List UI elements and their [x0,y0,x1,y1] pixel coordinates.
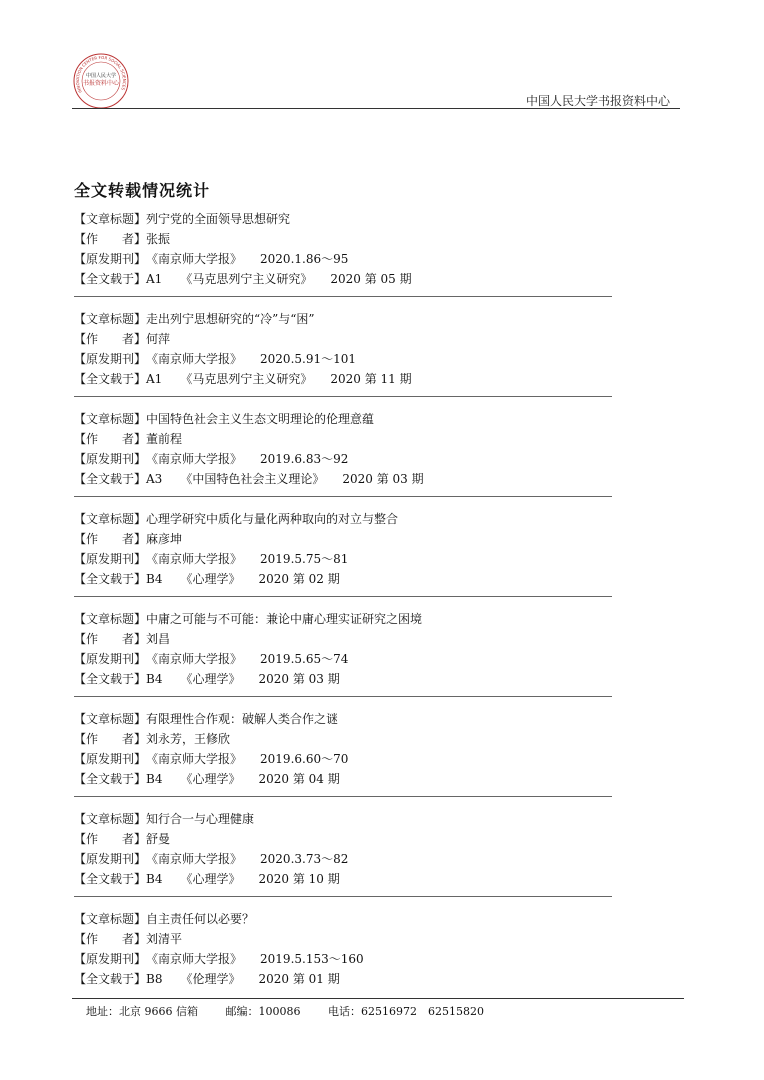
record-title: 走出列宁思想研究的“冷”与“困” [146,312,315,326]
record-source-issue: 2020.5.91～101 [260,352,357,366]
reprint-record [74,909,614,1009]
record-line-author [74,529,614,549]
field-label-title: 【文章标题】 [74,812,147,826]
field-label-title: 【文章标题】 [74,512,147,526]
record-reprint-issue: 2020 第 05 期 [330,272,412,286]
record-title: 中庸之可能与不可能：兼论中庸心理实证研究之困境 [146,612,423,626]
record-reprint-code: B4 [146,572,163,586]
header-divider [72,108,680,109]
record-reprint-code: A3 [146,472,163,486]
record-reprint-code: B4 [146,672,163,686]
record-line-title [74,809,614,829]
center-logo [72,52,130,110]
field-label-source: 【原发期刊】 [74,952,147,966]
record-source-issue: 2020.3.73～82 [260,852,349,866]
field-label-reprint: 【全文载于】 [74,372,147,386]
record-reprint-journal: 《中国特色社会主义理论》 [180,472,325,486]
footer-address: 地址：北京 9666 信箱 [86,1005,198,1018]
record-line-author [74,829,614,849]
svg-text:书报资料中心: 书报资料中心 [82,80,120,87]
record-reprint-code: B4 [146,772,163,786]
record-source-journal: 《南京师大学报》 [146,352,243,366]
record-source-issue: 2019.6.83～92 [260,452,349,466]
record-title: 自主责任何以必要？ [146,912,255,926]
record-line-reprint [74,369,614,389]
record-line-author [74,929,614,949]
field-label-reprint: 【全文载于】 [74,872,147,886]
record-line-reprint [74,869,614,889]
record-reprint-issue: 2020 第 10 期 [258,872,340,886]
field-label-author: 【作 者】 [74,932,147,946]
record-source-issue: 2019.5.153～160 [260,952,364,966]
field-label-reprint: 【全文载于】 [74,272,147,286]
record-line-title [74,509,614,529]
record-line-source [74,349,614,369]
record-source-journal: 《南京师大学报》 [146,552,243,566]
reprint-record-list [74,209,614,1009]
record-source-issue: 2020.1.86～95 [260,252,349,266]
record-source-journal: 《南京师大学报》 [146,752,243,766]
field-label-title: 【文章标题】 [74,712,147,726]
reprint-record [74,609,614,709]
record-reprint-journal: 《伦理学》 [180,972,241,986]
field-label-source: 【原发期刊】 [74,452,147,466]
field-label-source: 【原发期刊】 [74,552,147,566]
record-line-source [74,949,614,969]
record-author: 刘昌 [146,632,171,646]
record-line-title [74,609,614,629]
field-label-reprint: 【全文载于】 [74,772,147,786]
record-source-journal: 《南京师大学报》 [146,652,243,666]
record-line-reprint [74,269,614,289]
record-source-journal: 《南京师大学报》 [146,452,243,466]
field-label-author: 【作 者】 [74,832,147,846]
record-reprint-journal: 《心理学》 [180,872,241,886]
reprint-record [74,709,614,809]
record-separator [74,896,612,897]
record-reprint-issue: 2020 第 02 期 [258,572,340,586]
field-label-author: 【作 者】 [74,432,147,446]
field-label-title: 【文章标题】 [74,912,147,926]
record-reprint-journal: 《马克思列宁主义研究》 [180,372,313,386]
record-line-title [74,409,614,429]
record-line-author [74,329,614,349]
record-line-reprint [74,669,614,689]
record-line-reprint [74,769,614,789]
record-source-issue: 2019.5.75～81 [260,552,349,566]
field-label-author: 【作 者】 [74,732,147,746]
record-line-author [74,429,614,449]
record-source-journal: 《南京师大学报》 [146,952,243,966]
field-label-author: 【作 者】 [74,632,147,646]
record-separator [74,696,612,697]
record-author: 董前程 [146,432,183,446]
record-reprint-issue: 2020 第 03 期 [342,472,424,486]
record-line-source [74,549,614,569]
record-line-source [74,749,614,769]
field-label-author: 【作 者】 [74,332,147,346]
record-reprint-journal: 《马克思列宁主义研究》 [180,272,313,286]
svg-text:INNOVATION CENTER FOR SOCIAL S: INNOVATION CENTER FOR SOCIAL SCIENCES [74,54,128,94]
record-line-reprint [74,469,614,489]
record-line-source [74,449,614,469]
header-organization: 中国人民大学书报资料中心 [525,94,670,108]
record-separator [74,596,612,597]
record-line-reprint [74,569,614,589]
record-title: 有限理性合作观：破解人类合作之谜 [146,712,339,726]
reprint-record [74,309,614,409]
record-title: 列宁党的全面领导思想研究 [146,212,291,226]
field-label-author: 【作 者】 [74,532,147,546]
record-source-journal: 《南京师大学报》 [146,252,243,266]
record-line-author [74,629,614,649]
record-line-source [74,849,614,869]
svg-text:中国人民大学: 中国人民大学 [85,73,117,79]
record-title: 中国特色社会主义生态文明理论的伦理意蕴 [146,412,375,426]
record-line-author [74,729,614,749]
field-label-title: 【文章标题】 [74,312,147,326]
reprint-record [74,209,614,309]
footer-postcode: 邮编：100086 [225,1005,301,1018]
field-label-reprint: 【全文载于】 [74,472,147,486]
record-reprint-issue: 2020 第 11 期 [330,372,412,386]
record-reprint-code: B8 [146,972,163,986]
footer-phone: 电话：62516972 62515820 [328,1005,484,1018]
record-source-journal: 《南京师大学报》 [146,852,243,866]
record-separator [74,296,612,297]
record-line-title [74,909,614,929]
record-reprint-journal: 《心理学》 [180,672,241,686]
record-author: 何萍 [146,332,171,346]
record-line-source [74,649,614,669]
record-line-title [74,709,614,729]
record-reprint-code: B4 [146,872,163,886]
record-separator [74,496,612,497]
field-label-author: 【作 者】 [74,232,147,246]
field-label-source: 【原发期刊】 [74,852,147,866]
record-title: 知行合一与心理健康 [146,812,255,826]
field-label-reprint: 【全文载于】 [74,672,147,686]
footer-divider [72,998,684,999]
record-line-reprint [74,969,614,989]
record-reprint-issue: 2020 第 04 期 [258,772,340,786]
section-title: 全文转载情况统计 [74,181,211,200]
reprint-record [74,409,614,509]
record-reprint-code: A1 [146,372,163,386]
record-reprint-issue: 2020 第 03 期 [258,672,340,686]
reprint-record [74,809,614,909]
field-label-source: 【原发期刊】 [74,252,147,266]
record-author: 刘永芳，王修欣 [146,732,231,746]
field-label-source: 【原发期刊】 [74,352,147,366]
record-line-title [74,209,614,229]
field-label-reprint: 【全文载于】 [74,572,147,586]
record-line-source [74,249,614,269]
field-label-source: 【原发期刊】 [74,752,147,766]
field-label-title: 【文章标题】 [74,412,147,426]
record-reprint-code: A1 [146,272,163,286]
record-author: 舒曼 [146,832,171,846]
record-title: 心理学研究中质化与量化两种取向的对立与整合 [146,512,399,526]
record-source-issue: 2019.6.60～70 [260,752,349,766]
field-label-title: 【文章标题】 [74,612,147,626]
record-reprint-issue: 2020 第 01 期 [258,972,340,986]
field-label-reprint: 【全文载于】 [74,972,147,986]
record-line-author [74,229,614,249]
record-line-title [74,309,614,329]
record-reprint-journal: 《心理学》 [180,772,241,786]
record-author: 张振 [146,232,171,246]
field-label-source: 【原发期刊】 [74,652,147,666]
record-source-issue: 2019.5.65～74 [260,652,349,666]
field-label-title: 【文章标题】 [74,212,147,226]
record-separator [74,796,612,797]
record-separator [74,396,612,397]
record-author: 麻彦坤 [146,532,183,546]
record-reprint-journal: 《心理学》 [180,572,241,586]
reprint-record [74,509,614,609]
record-author: 刘清平 [146,932,183,946]
footer-contact [86,1003,508,1019]
